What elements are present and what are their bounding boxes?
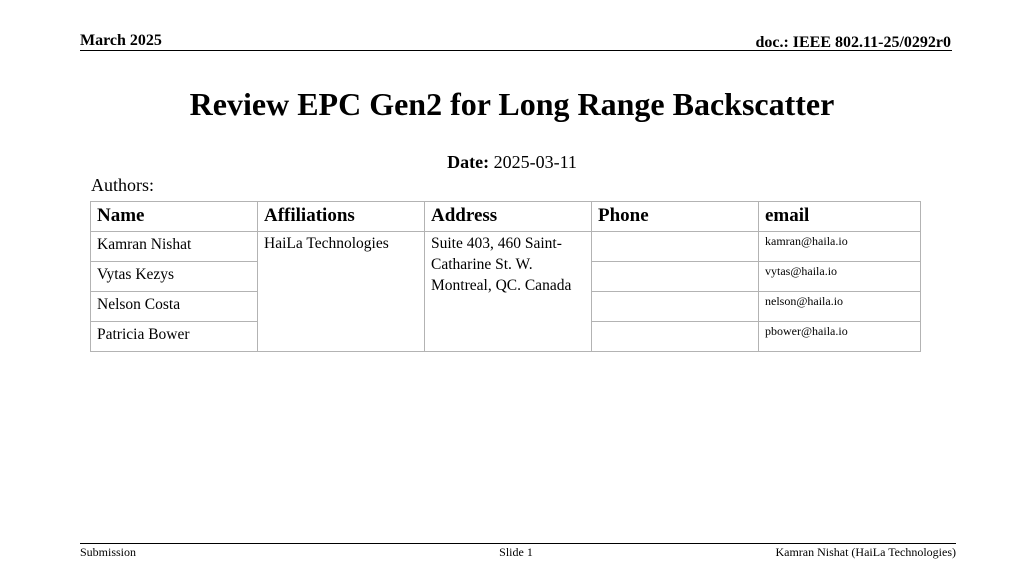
- author-name: Nelson Costa: [91, 292, 258, 322]
- author-phone: [592, 262, 759, 292]
- author-phone: [592, 322, 759, 352]
- header-divider: [80, 50, 952, 51]
- author-name: Patricia Bower: [91, 322, 258, 352]
- author-name: Kamran Nishat: [91, 232, 258, 262]
- authors-table: [90, 201, 921, 352]
- column-header-phone: Phone: [592, 202, 759, 232]
- header-date: March 2025: [80, 32, 162, 49]
- footer-divider: [80, 543, 956, 544]
- footer-submission: Submission: [80, 545, 137, 559]
- author-address: Suite 403, 460 Saint-Catharine St. W. Montreal, QC. Canada: [425, 232, 592, 352]
- column-header-affiliations: Affiliations: [258, 202, 425, 232]
- slide-title: Review EPC Gen2 for Long Range Backscatter: [189, 86, 835, 122]
- author-email[interactable]: kamran@haila.io: [759, 232, 921, 262]
- date-label: Date:: [447, 152, 490, 172]
- table-row: [91, 232, 921, 262]
- column-header-name: Name: [91, 202, 258, 232]
- footer-author: Kamran Nishat (HaiLa Technologies): [775, 545, 956, 559]
- author-email[interactable]: nelson@haila.io: [759, 292, 921, 322]
- date-value: 2025-03-11: [493, 152, 577, 172]
- date-line: [0, 150, 1024, 174]
- author-email[interactable]: vytas@haila.io: [759, 262, 921, 292]
- author-phone: [592, 232, 759, 262]
- author-affiliation: HaiLa Technologies: [258, 232, 425, 352]
- authors-label: Authors:: [91, 175, 154, 195]
- footer-slide-number: Slide 1: [499, 545, 533, 559]
- header-doc-id: doc.: IEEE 802.11-25/0292r0: [755, 34, 951, 51]
- column-header-address: Address: [425, 202, 592, 232]
- author-email[interactable]: pbower@haila.io: [759, 322, 921, 352]
- author-name: Vytas Kezys: [91, 262, 258, 292]
- author-phone: [592, 292, 759, 322]
- table-header-row: [91, 202, 921, 232]
- column-header-email: email: [759, 202, 921, 232]
